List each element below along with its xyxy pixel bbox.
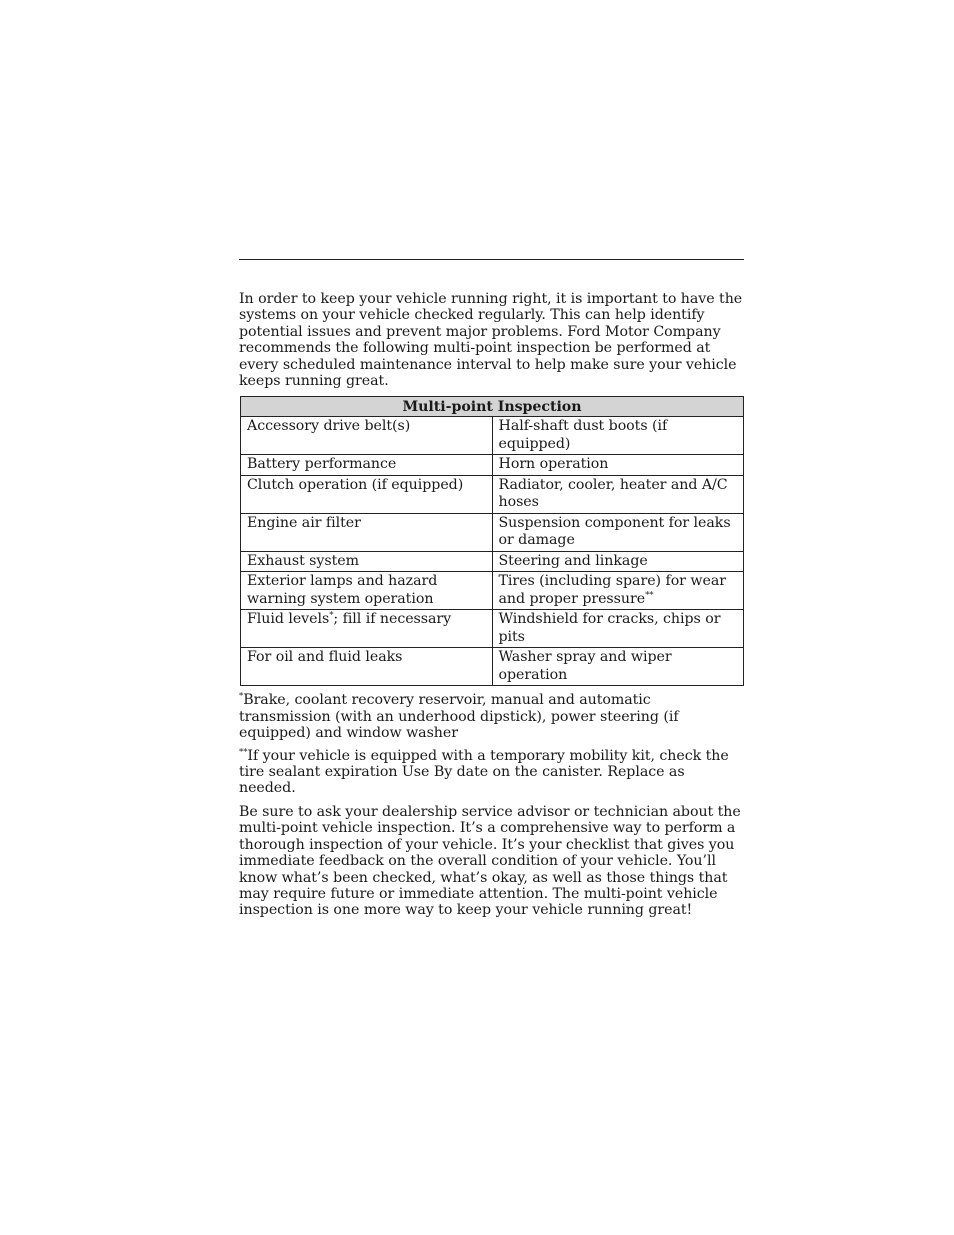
table-cell: Washer spray and wiper operation xyxy=(492,648,744,686)
table-cell: Clutch operation (if equipped) xyxy=(241,475,493,513)
multi-point-inspection-table xyxy=(240,396,744,686)
table-cell xyxy=(492,572,744,610)
table-row xyxy=(241,455,744,476)
footnote-double-asterisk xyxy=(239,748,744,797)
table-cell: Half-shaft dust boots (if equipped) xyxy=(492,417,744,455)
table-cell: Exhaust system xyxy=(241,551,493,572)
table-row xyxy=(241,551,744,572)
footnote-mark: ** xyxy=(239,746,248,757)
table-header-row xyxy=(241,397,744,417)
closing-paragraph: Be sure to ask your dealership service advisor or technician about the multi-point vehicle inspection. It’s a comprehensive way to perform a thorough inspection of your vehicle. It’s your checklist that gives you immediate feedback on the overall condition of your vehicle. You’ll know what’s been checked, what’s okay, as well as those things that may require future or immediate attention. The multi-point vehicle inspection is one more way to keep your vehicle running great! xyxy=(239,803,741,919)
table-cell: Accessory drive belt(s) xyxy=(241,417,493,455)
table-cell: Engine air filter xyxy=(241,513,493,551)
table-row xyxy=(241,475,744,513)
table-row xyxy=(241,572,744,610)
footnote-mark: * xyxy=(329,610,334,621)
intro-paragraph: In order to keep your vehicle running right, it is important to have the systems on your vehicle checked regularly. This can help identify potential issues and prevent major problems. Ford Motor Company recommends the following multi-point inspection be performed at every scheduled maintenance interval to help make sure your vehicle keeps running great. xyxy=(239,291,743,390)
header-rule xyxy=(239,259,744,260)
table-header: Multi-point Inspection xyxy=(241,397,744,417)
table-row xyxy=(241,648,744,686)
table-cell: Battery performance xyxy=(241,455,493,476)
table-row xyxy=(241,513,744,551)
table-cell: Windshield for cracks, chips or pits xyxy=(492,610,744,648)
footnote-mark: * xyxy=(239,691,244,702)
table-cell: Horn operation xyxy=(492,455,744,476)
footnote-text: Brake, coolant recovery reservoir, manual and automatic transmission (with an underhood dipstick), power steering (if equipped) and window washer xyxy=(239,692,679,742)
cell-text: Tires (including spare) for wear and proper pressure xyxy=(498,573,726,607)
footnote-single-asterisk xyxy=(239,692,744,741)
table-cell: For oil and fluid leaks xyxy=(241,648,493,686)
table-row xyxy=(241,610,744,648)
table-cell: Radiator, cooler, heater and A/C hoses xyxy=(492,475,744,513)
table-cell: Exterior lamps and hazard warning system operation xyxy=(241,572,493,610)
table-cell: Steering and linkage xyxy=(492,551,744,572)
footnote-mark: ** xyxy=(645,590,654,601)
table-cell: Suspension component for leaks or damage xyxy=(492,513,744,551)
cell-text-suffix: ; fill if necessary xyxy=(333,611,452,628)
footnote-text: If your vehicle is equipped with a temporary mobility kit, check the tire sealant expiration Use By date on the canister. Replace as needed. xyxy=(239,747,729,797)
page-content xyxy=(239,291,744,919)
cell-text: Fluid levels xyxy=(247,611,330,628)
table-row xyxy=(241,417,744,455)
table-cell xyxy=(241,610,493,648)
